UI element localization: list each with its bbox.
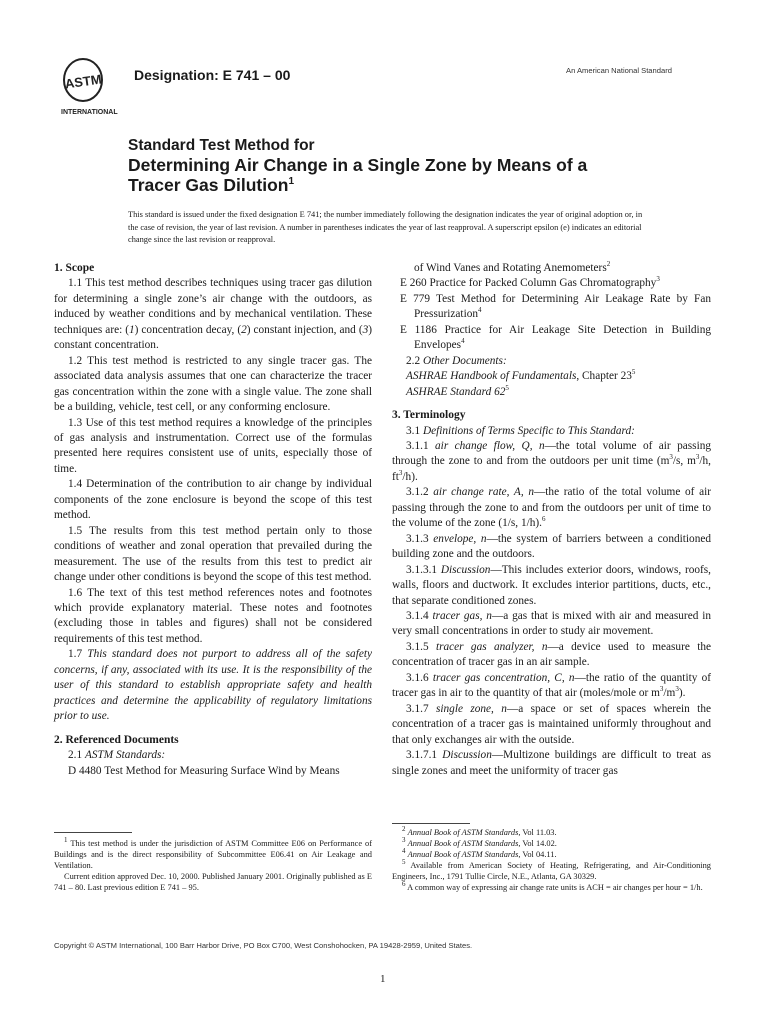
reference-e779: E 779 Test Method for Determining Air Leakage Rate by Fan Pressurization$^4$ <box>400 292 711 321</box>
logo-subtext: INTERNATIONAL <box>61 109 118 116</box>
section-heading-scope: 1. Scope <box>54 262 95 274</box>
designation: Designation: E 741 – 00 <box>134 67 291 83</box>
title-line-2: Determining Air Change in a Single Zone by Means of a <box>128 155 588 175</box>
footnote-1-edition: Current edition approved Dec. 10, 2000. Published January 2001. Originally published as E 741 – 80. Last previous edition E 741 – 95. <box>54 872 372 893</box>
footnote-divider-left <box>54 832 132 833</box>
page-number: 1 <box>380 973 386 985</box>
footnote-2: $^2$ Annual Book of ASTM Standards, Vol 11.03. <box>402 825 557 837</box>
national-standard-label: An American National Standard <box>566 66 672 75</box>
paragraph-1-3: 1.3 Use of this test method requires a knowledge of the principles of gas analysis and instrumentation. Correct use of the formulas presented here requires consistent use of units, especially those of time. <box>54 416 372 475</box>
definition-tracer-gas-concentration: 3.1.6 tracer gas concentration, C, n—the ratio of the quantity of tracer gas in air to the quantity of that air (moles/mole or $m^3/m^3$). <box>392 671 711 700</box>
definition-envelope: 3.1.3 envelope, n—the system of barriers between a conditioned building zone and the outdoors. <box>392 532 712 561</box>
astm-logo-icon <box>58 56 124 118</box>
definition-tracer-gas: 3.1.4 tracer gas, n—a gas that is mixed with air and measured in very small concentrations in order to study air movement. <box>392 609 711 638</box>
footnotes-left <box>54 838 372 893</box>
definition-air-change-flow: 3.1.1 air change flow, Q, n—the total volume of air passing through the zone to and from the outdoors per unit time ($m^3/s$, $m^3/h$, $ft^3/h$). <box>392 439 712 483</box>
definition-tracer-gas-analyzer: 3.1.5 tracer gas analyzer, n—a device used to measure the concentration of tracer gas in an air sample. <box>392 640 712 669</box>
footnote-1: $^1$ This test method is under the jurisdiction of ASTM Committee E06 on Performance of Buildings and is the direct responsibility of Subcommittee E06.41 on Air Leakage and Ventilation. <box>54 836 372 871</box>
discussion-single-zone: 3.1.7.1 Discussion—Multizone buildings are difficult to treat as single zones and meet the uniformity of tracer gas <box>392 749 711 777</box>
definition-air-change-rate: 3.1.2 air change rate, A, n—the ratio of the total volume of air passing through the zone to and from the outdoors per unit of time to the volume of the zone (1/s, 1/h).$^6$ <box>392 486 712 530</box>
footnote-5: $^5$ Available from American Society of Heating, Refrigerating, and Air-Conditioning Engineers, Inc., 1791 Tullie Circle, N.E., Atlanta, GA 30329. <box>392 858 711 882</box>
copyright-notice: Copyright © ASTM International, 100 Barr Harbor Drive, PO Box C700, West Conshohocken, PA 19428-2959, United States. <box>54 941 473 950</box>
reference-e1186: E 1186 Practice for Air Leakage Site Detection in Building Envelopes$^4$ <box>400 323 711 352</box>
left-column <box>54 261 372 779</box>
section-heading-terminology: 3. Terminology <box>392 409 466 422</box>
right-column <box>392 261 711 779</box>
footnote-6: $^6$ A common way of expressing air change rate units is ACH = air changes per hour = 1/h. <box>402 880 703 893</box>
paragraph-2-2: 2.2 Other Documents: <box>406 354 507 367</box>
paragraph-3-1: 3.1 Definitions of Terms Specific to This Standard: <box>406 424 635 437</box>
epsilon-symbol: e <box>563 222 567 232</box>
reference-ashrae-handbook: ASHRAE Handbook of Fundamentals, Chapter $23^5$ <box>406 368 636 383</box>
astm-logo <box>58 56 124 118</box>
definition-single-zone: 3.1.7 single zone, n—a space or set of spaces wherein the concentration of a tracer gas is maintained uniformly throughout and that only exchanges air with the outside. <box>392 702 711 746</box>
discussion-envelope: 3.1.3.1 Discussion—This includes exterior doors, windows, roofs, walls, floors and ductwork. It excludes interior partitions, ducts, etc., that separate conditioned zones. <box>392 563 711 607</box>
title-line-3: Tracer Gas Dilution$^1$ <box>128 175 295 195</box>
reference-d4480: D 4480 Test Method for Measuring Surface Wind by Means <box>68 764 340 777</box>
section-heading-referenced-documents: 2. Referenced Documents <box>54 733 179 746</box>
paragraph-1-6: 1.6 The text of this test method references notes and footnotes which provide explanatory material. These notes and footnotes (excluding those in tables and figures) shall not be considered requirements of this test method. <box>54 586 372 645</box>
title-line-1: Standard Test Method for <box>128 137 315 154</box>
issuance-statement: This standard is issued under the fixed designation E 741; the number immediately following the designation indicates the year of original adoption or, in the case of revision, the year of last revision. A number in parentheses indicates the year of last reapproval. A superscript epsilon (e) indicates an editorial change since the last revision or reapproval. <box>128 210 643 244</box>
paragraph-1-2: 1.2 This test method is restricted to any single tracer gas. The associated data analysis assumes that one can characterize the tracer gas concentration within the zone with a single value. The zone shall be a building, vehicle, test cell, or any conforming enclosure. <box>54 354 372 414</box>
title-footnote-ref: 1 <box>288 176 295 188</box>
footnotes-right <box>392 827 711 894</box>
paragraph-1-1: 1.1 This test method describes techniques using tracer gas dilution for determining a single zone’s air change with the outdoors, as induced by weather conditions and by mechanical ventilation. These techniques are: (1) concentration decay, (2) constant injection, and (3) constant concentration. <box>54 277 372 352</box>
paragraph-2-1: 2.1 ASTM Standards: <box>68 749 166 762</box>
paragraph-1-4: 1.4 Determination of the contribution to air change by individual components of the zone enclosure is beyond the scope of this test method. <box>54 478 372 522</box>
paragraph-1-7-safety: 1.7 This standard does not purport to address all of the safety concerns, if any, associated with its use. It is the responsibility of the user of this standard to establish appropriate safety and health practices and determine the applicability of regulatory limitations prior to use. <box>54 648 373 723</box>
paragraph-1-5: 1.5 The results from this test method pertain only to those conditions of weather and zonal operation that prevailed during the measurement. The use of the results from this test to predict air change under other conditions is beyond the scope of this test method. <box>54 524 372 584</box>
footnote-3: $^3$ Annual Book of ASTM Standards, Vol 14.02. <box>402 836 557 849</box>
logo-mark-text: ASTM <box>63 71 103 92</box>
footnote-divider-right <box>392 823 470 824</box>
reference-d4480-cont: of Wind Vanes and Rotating Anemometers$^2$ <box>414 260 611 274</box>
document-title <box>128 136 688 195</box>
footnote-4: $^4$ Annual Book of ASTM Standards, Vol 04.11. <box>402 847 557 860</box>
reference-ashrae-standard: ASHRAE Standard $62^5$ <box>406 383 509 398</box>
reference-e260: E 260 Practice for Packed Column Gas Chromatography$^3$ <box>400 275 660 290</box>
